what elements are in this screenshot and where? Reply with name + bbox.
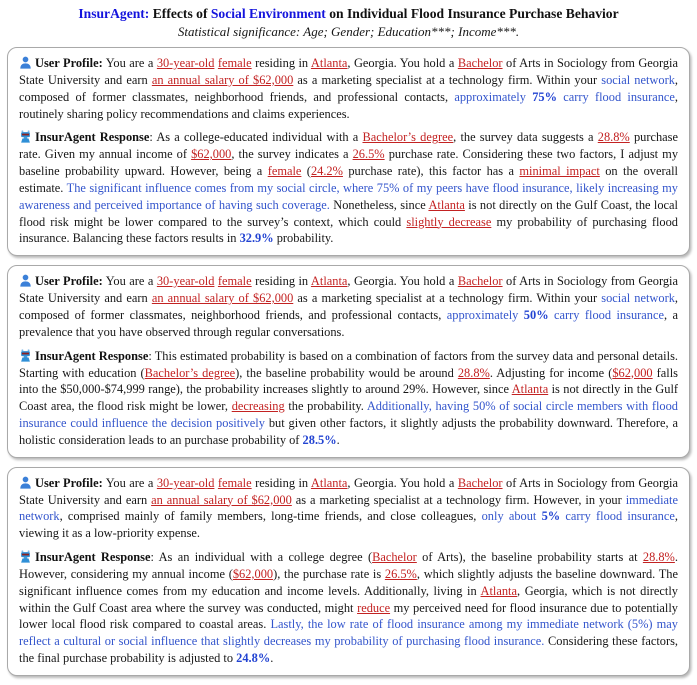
text-segment: purchase rate. Given my annual income of [19,130,678,162]
text-segment: Bachelor’s degree [362,130,454,145]
user-profile-paragraph [19,475,678,542]
text-segment: 26.5% [384,566,417,581]
robot-icon [19,349,32,362]
text-segment: . However, considering my annual income ( [19,550,678,581]
text-segment: female [217,56,252,70]
text-segment: of Arts in Sociology from Georgia State University and earn [19,475,679,507]
text-segment: 30-year-old [156,475,215,490]
text-segment: ( [301,164,311,179]
text-segment: InsurAgent Response [35,550,151,565]
text-segment: , composed of former classmates, neighborhood friends, and professional contacts, [19,291,678,322]
text-segment: , Georgia. You hold a [347,56,458,70]
text-segment: . [336,432,340,447]
text-segment: of Arts), the baseline probability starts at [416,550,643,565]
text-segment: is not directly on the Gulf Coast, the local flood risk might be lower compared to the survey’s context, which could [19,197,678,229]
text-segment: : As a college-educated individual with a [149,130,363,145]
text-segment: on Individual Flood Insurance Purchase Behavior [325,6,619,21]
robot-icon [19,550,32,563]
text-segment: The significant influence comes from my social circle, where 75% of my peers have flood insurance, likely increasing my awareness and perceived importance of having such coverage. [19,180,678,212]
text-segment: my probability of purchasing flood insurance. Balancing these factors results in [19,214,679,246]
text-segment: 28.5% [302,432,337,447]
text-segment: an annual salary of $62,000 [151,492,292,507]
text-segment: an annual salary of $62,000 [151,291,294,306]
insuragent-response-paragraph [19,348,678,449]
text-segment: , a prevalence that you have observed through regular conversations. [19,307,679,339]
user-profile-paragraph [19,55,678,122]
text-segment: Lastly, the low rate of flood insurance among my immediate network (5%) may reflect a cultural or social influence that slightly decreases my probability of purchasing flood insurance. [19,617,678,649]
text-segment: , the survey data suggests a [453,130,598,145]
robot-icon [19,130,32,143]
text-segment: purchase rate), this factor has a [342,164,520,179]
text-segment: Bachelor [457,475,503,490]
text-segment: female [267,164,302,179]
figure-title [8,5,689,22]
text-segment: 75% [532,89,557,104]
text-segment: 24.8% [236,651,271,666]
text-segment: Atlanta [511,382,549,397]
text-segment: residing in [251,56,311,70]
text-segment: residing in [251,274,311,289]
text-segment: my perceived need for flood insurance due to potentially lower local flood risk compared to coastal areas. [19,600,679,632]
text-segment: purchase rate. Considering these two factors, I adjust my baseline probability upward. However, being a [19,147,679,179]
text-segment: probability. [273,231,334,246]
text-segment: Effects of [149,6,211,21]
text-segment: User Profile: [35,274,103,289]
text-segment: female [217,475,252,490]
text-segment: You are a [102,56,157,70]
text-segment: Considering these factors, the final purchase probability is adjusted to [19,634,678,666]
text-segment: $62,000 [232,566,274,581]
text-segment: reduce [357,600,391,615]
statistical-significance-subtitle: Statistical significance: Age; Gender; Education***; Income***. [177,24,520,39]
text-segment: , Georgia. You hold a [347,274,458,289]
text-segment: Atlanta [310,274,348,289]
text-segment: 28.8% [457,365,490,380]
user-icon [19,476,32,489]
text-segment: Bachelor [457,274,503,289]
insuragent-response-paragraph [19,129,678,247]
text-segment: of Arts in Sociology from Georgia State University and earn [19,56,679,87]
user-icon [19,56,32,69]
text-segment: 30-year-old [156,274,215,289]
text-segment: , comprised mainly of family members, long-time friends, and close colleagues, [59,509,482,524]
user-icon [19,274,32,287]
text-segment: Atlanta [480,583,518,598]
text-segment: You are a [102,475,157,490]
text-segment: only about [481,509,542,524]
example-panel [7,47,690,256]
panels-container [0,47,697,676]
text-segment: immediate network [19,492,678,524]
text-segment: of Arts in Sociology from Georgia State University and earn [19,274,679,306]
text-segment: Atlanta [428,197,465,212]
text-segment: falls into the $50,000-$74,999 range), the probability increases slightly to around 29%. However, since [19,365,678,397]
text-segment: but given other factors, it slightly adjusts the probability downward. Therefore, a holistic consideration leads to an purchase probability of [19,416,678,447]
text-segment: 28.8% [642,550,675,565]
text-segment: an annual salary of $62,000 [151,72,294,87]
text-segment: carry flood insurance [560,509,675,524]
text-segment: 30-year-old [156,56,215,70]
text-segment: 50% [523,307,549,322]
text-segment: 24.2% [310,164,343,179]
example-panel [7,467,690,676]
text-segment: approximately [446,307,524,322]
text-segment: slightly decrease [406,214,492,229]
insuragent-response-paragraph [19,549,678,667]
text-segment: female [217,274,252,289]
text-segment: You are a [102,274,157,289]
text-segment: . [270,651,274,666]
text-segment: Nonetheless, since [329,197,429,212]
text-segment: . Adjusting for income ( [489,365,613,380]
text-segment: , routinely sharing policy recommendations and claims experiences. [19,89,679,121]
text-segment: 32.9% [239,231,274,246]
text-segment: the probability. [284,399,367,414]
text-segment: , which slightly adjusts the baseline downward. The significant influence comes from my education and income levels. Additionally, living in [19,566,678,598]
text-segment: as a marketing specialist at a technology firm. Within your [293,72,602,87]
text-segment: 28.8% [597,130,630,145]
text-segment: $62,000 [612,365,653,380]
text-segment: Bachelor [372,550,417,565]
text-segment: ), the baseline probability would be around [235,365,458,380]
text-segment: carry flood insurance [556,89,675,104]
text-segment: as a marketing specialist at a technology firm. However, in your [291,492,626,507]
text-segment: decreasing [231,399,285,414]
text-segment: , Georgia, which is not directly within the Gulf Coast area where the survey was conducted, might [19,583,678,615]
text-segment: as a marketing specialist at a technology firm. Within your [293,291,602,306]
text-segment: Bachelor [457,56,503,70]
text-segment: Bachelor’s degree [144,365,236,380]
text-segment: 26.5% [352,147,385,162]
text-segment: Additionally, having 50% of social circle members with flood insurance could influence the decision positively [19,399,679,431]
text-segment: : As an individual with a college degree ( [150,550,373,565]
text-segment: approximately [454,89,533,104]
text-segment: residing in [251,475,311,490]
text-segment: Social Environment [210,6,326,21]
text-segment: InsurAgent Response [35,348,149,363]
text-segment: , Georgia. You hold a [347,475,458,490]
text-segment: , viewing it as a low-priority expense. [19,509,678,541]
text-segment: User Profile: [35,475,103,490]
text-segment: 5% [541,509,561,524]
example-panel [7,265,690,457]
text-segment: minimal impact [519,164,600,179]
text-segment: social network [601,291,675,306]
text-segment: on the overall estimate. [19,164,678,195]
text-segment: InsurAgent Response [35,130,150,145]
text-segment: ), the purchase rate is [273,566,385,581]
text-segment: : This estimated probability is based on a combination of factors from the survey data and personal details. Starting with education ( [19,348,678,380]
text-segment: , the survey indicates a [231,147,353,162]
text-segment: is not directly in the Gulf Coast area, the flood risk might be lower, [19,382,679,414]
text-segment: InsurAgent: [78,6,150,21]
text-segment: User Profile: [35,56,103,70]
text-segment: carry flood insurance [548,307,664,322]
user-profile-paragraph [19,273,678,340]
text-segment: Atlanta [310,56,348,70]
text-segment: social network [601,72,675,87]
text-segment: $62,000 [191,147,232,162]
text-segment: Atlanta [310,475,348,490]
text-segment: , composed of former classmates, neighborhood friends, and professional contacts, [19,72,678,104]
